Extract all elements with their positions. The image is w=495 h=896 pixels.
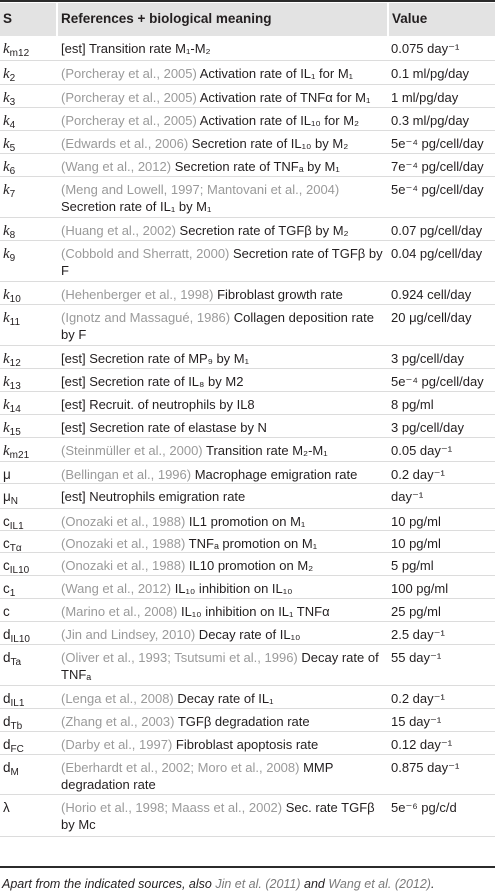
param-value: 0.3 ml/pg/day: [391, 113, 470, 128]
biological-meaning: Decay rate of IL₁: [173, 691, 274, 706]
param-symbol-main: k: [3, 159, 10, 175]
param-symbol-main: d: [3, 737, 11, 752]
param-value: 0.1 ml/pg/day: [391, 66, 470, 81]
param-symbol-subscript: N: [10, 496, 19, 507]
table-row: [0, 241, 495, 282]
param-symbol-main: k: [3, 374, 10, 390]
param-symbol-subscript: M: [10, 767, 19, 778]
param-symbol-main: c: [3, 536, 10, 551]
param-symbol-main: k: [3, 90, 10, 106]
param-value: 0.924 cell/day: [391, 287, 472, 302]
reference-citation[interactable]: (Marino et al., 2008): [61, 604, 178, 619]
param-value: 1 ml/pg/day: [391, 90, 459, 105]
reference-citation[interactable]: (Huang et al., 2002): [61, 223, 176, 238]
reference-cell: [61, 309, 383, 343]
table-row: [0, 622, 495, 645]
param-symbol: [3, 40, 58, 58]
param-symbol-subscript: Ta: [10, 657, 22, 668]
param-symbol-main: μ: [3, 489, 11, 504]
table-row: [0, 645, 495, 686]
table-row: [0, 131, 495, 154]
table-top-rule: [0, 0, 495, 2]
param-value: 5e⁻⁴ pg/cell/day: [391, 374, 484, 389]
reference-cell: [61, 65, 383, 82]
param-symbol-subscript: 13: [9, 381, 21, 392]
footnote-prefix: Apart from the indicated sources, also: [2, 877, 216, 891]
biological-meaning: Fibroblast growth rate: [213, 287, 343, 302]
param-symbol: [3, 603, 58, 620]
table-row: [0, 392, 495, 415]
param-symbol-subscript: m12: [9, 48, 30, 59]
param-symbol: [3, 286, 58, 304]
param-symbol-subscript: 6: [9, 166, 16, 177]
param-symbol-subscript: Tα: [9, 543, 22, 554]
biological-meaning: Transition rate M₂-M₁: [202, 443, 328, 458]
reference-citation[interactable]: (Steinmüller et al., 2000): [61, 443, 203, 458]
reference-citation: [est]: [61, 397, 86, 412]
reference-cell: [61, 488, 383, 505]
param-value: 100 pg/ml: [391, 581, 449, 596]
reference-cell: [61, 350, 383, 367]
reference-citation: [est]: [61, 489, 86, 504]
reference-citation: [est]: [61, 351, 86, 366]
param-symbol: [3, 65, 58, 83]
biological-meaning: Decay rate of IL₁₀: [195, 627, 301, 642]
param-symbol-subscript: 10: [9, 294, 21, 305]
param-symbol: [3, 466, 58, 483]
param-symbol: [3, 557, 58, 574]
header-symbol-label: S: [3, 11, 13, 26]
param-symbol-main: k: [3, 246, 10, 262]
table-row: [0, 415, 495, 438]
param-symbol: [3, 442, 58, 460]
footnote-ref-2[interactable]: Wang et al. (2012): [328, 877, 431, 891]
biological-meaning: Secretion rate of elastase by N: [85, 420, 267, 435]
biological-meaning: TNFₐ promotion on M₁: [185, 536, 318, 551]
reference-citation[interactable]: (Wang et al., 2012): [61, 581, 172, 596]
param-symbol: [3, 373, 58, 391]
reference-cell: [61, 181, 383, 215]
reference-citation: [est]: [61, 374, 86, 389]
header-cell-symbol: [0, 3, 56, 36]
reference-cell: [61, 736, 383, 753]
table-row: [0, 576, 495, 599]
reference-cell: [61, 135, 383, 152]
table-row: [0, 462, 495, 484]
table-row: [0, 154, 495, 177]
table-row: [0, 346, 495, 369]
reference-citation[interactable]: (Ignotz and Massagué, 1986): [61, 310, 231, 325]
param-symbol-subscript: 3: [9, 97, 16, 108]
param-symbol-main: k: [3, 66, 10, 82]
param-symbol: [3, 135, 58, 153]
param-value: 2.5 day⁻¹: [391, 627, 445, 642]
param-symbol-subscript: 11: [9, 317, 21, 328]
biological-meaning: Recruit. of neutrophils by IL8: [85, 397, 255, 412]
reference-citation[interactable]: (Eberhardt et al., 2002; Moro et al., 2008): [61, 760, 300, 775]
table-footnote: [2, 877, 434, 891]
param-symbol: [3, 513, 58, 530]
param-symbol: [3, 396, 58, 414]
biological-meaning: Secretion rate of IL₁₀ by M₂: [188, 136, 349, 151]
param-symbol: [3, 112, 58, 130]
reference-cell: [61, 286, 383, 303]
param-symbol-subscript: Tb: [10, 721, 23, 732]
param-symbol-subscript: m21: [9, 450, 30, 461]
table-row: [0, 36, 495, 61]
table-row: [0, 531, 495, 553]
param-symbol-subscript: IL10: [10, 634, 30, 645]
table-row: [0, 755, 495, 795]
reference-citation[interactable]: (Meng and Lowell, 1997; Mantovani et al., 2004): [61, 182, 340, 197]
param-symbol-main: d: [3, 627, 11, 642]
param-symbol-subscript: 1: [9, 588, 16, 599]
param-value: 8 pg/ml: [391, 397, 434, 412]
reference-cell: [61, 158, 383, 175]
reference-citation[interactable]: (Cobbold and Sherratt, 2000): [61, 246, 230, 261]
param-symbol: [3, 690, 58, 707]
param-value: 5 pg/ml: [391, 558, 434, 573]
biological-meaning: Neutrophils emigration rate: [85, 489, 246, 504]
reference-cell: [61, 649, 383, 683]
table-row: [0, 282, 495, 305]
param-symbol: [3, 181, 58, 199]
param-value: 3 pg/cell/day: [391, 351, 464, 366]
reference-cell: [61, 759, 383, 793]
param-value: 25 pg/ml: [391, 604, 441, 619]
param-symbol-subscript: 14: [9, 404, 21, 415]
biological-meaning: Activation rate of IL₁₀ for M₂: [196, 113, 360, 128]
param-symbol: [3, 222, 58, 240]
reference-citation[interactable]: (Oliver et al., 1993; Tsutsumi et al., 1996): [61, 650, 298, 665]
param-symbol-main: c: [3, 558, 10, 573]
reference-cell: [61, 690, 383, 707]
reference-cell: [61, 513, 383, 530]
reference-citation[interactable]: (Hehenberger et al., 1998): [61, 287, 214, 302]
biological-meaning: MMP degradation rate: [61, 760, 334, 792]
table-row: [0, 484, 495, 509]
param-symbol: [3, 759, 58, 776]
reference-citation[interactable]: (Zhang et al., 2003): [61, 714, 175, 729]
reference-cell: [61, 535, 383, 552]
param-value: 0.04 pg/cell/day: [391, 246, 483, 261]
reference-citation[interactable]: (Porcheray et al., 2005): [61, 90, 197, 105]
param-symbol-main: c: [3, 604, 10, 619]
param-symbol-main: k: [3, 41, 10, 57]
param-symbol: [3, 89, 58, 107]
param-symbol: [3, 245, 58, 263]
reference-citation[interactable]: (Porcheray et al., 2005): [61, 66, 197, 81]
param-symbol-main: c: [3, 514, 10, 529]
param-symbol: [3, 350, 58, 368]
reference-citation[interactable]: (Onozaki et al., 1988): [61, 536, 186, 551]
reference-cell: [61, 89, 383, 106]
reference-citation[interactable]: (Horio et al., 1998; Maass et al., 2002): [61, 800, 283, 815]
param-value: 15 day⁻¹: [391, 714, 442, 729]
param-symbol: [3, 535, 58, 552]
param-symbol-main: k: [3, 420, 10, 436]
footnote-ref-1[interactable]: Jin et al. (2011): [215, 877, 301, 891]
param-value: 0.875 day⁻¹: [391, 760, 460, 775]
header-reference-label: References + biological meaning: [61, 11, 272, 26]
param-symbol-subscript: 12: [9, 358, 21, 369]
biological-meaning: Macrophage emigration rate: [191, 467, 358, 482]
biological-meaning: Secretion rate of TNFₐ by M₁: [171, 159, 340, 174]
param-value: 5e⁻⁴ pg/cell/day: [391, 182, 484, 197]
param-symbol: [3, 580, 58, 597]
param-symbol-main: k: [3, 310, 10, 326]
param-value: 10 pg/ml: [391, 514, 441, 529]
biological-meaning: IL1 promotion on M₁: [185, 514, 306, 529]
param-symbol-subscript: 5: [9, 143, 16, 154]
param-symbol-main: k: [3, 443, 10, 459]
reference-citation[interactable]: (Onozaki et al., 1988): [61, 558, 186, 573]
table-row: [0, 218, 495, 241]
table-row: [0, 686, 495, 709]
reference-citation[interactable]: (Edwards et al., 2006): [61, 136, 189, 151]
reference-cell: [61, 396, 383, 413]
param-symbol-main: λ: [3, 800, 10, 815]
param-symbol-main: c: [3, 581, 10, 596]
param-symbol-subscript: FC: [10, 744, 24, 755]
param-value: 7e⁻⁴ pg/cell/day: [391, 159, 484, 174]
param-value: 0.12 day⁻¹: [391, 737, 453, 752]
biological-meaning: IL10 promotion on M₂: [185, 558, 314, 573]
param-value: 0.2 day⁻¹: [391, 691, 445, 706]
table-row: [0, 177, 495, 218]
reference-citation[interactable]: (Jin and Lindsey, 2010): [61, 627, 196, 642]
reference-citation[interactable]: (Onozaki et al., 1988): [61, 514, 186, 529]
reference-citation[interactable]: (Wang et al., 2012): [61, 159, 172, 174]
reference-cell: [61, 466, 383, 483]
reference-cell: [61, 799, 383, 833]
reference-cell: [61, 580, 383, 597]
table-row: [0, 108, 495, 131]
reference-cell: [61, 713, 383, 730]
param-symbol-subscript: 8: [9, 230, 16, 241]
param-symbol: [3, 799, 58, 816]
table-row: [0, 709, 495, 732]
biological-meaning: IL₁₀ inhibition on IL₁ TNFα: [177, 604, 330, 619]
param-symbol-subscript: IL1: [9, 521, 24, 532]
param-value: 5e⁻⁶ pg/c/d: [391, 800, 457, 815]
table-row: [0, 509, 495, 531]
reference-citation[interactable]: (Bellingan et al., 1996): [61, 467, 192, 482]
param-symbol: [3, 649, 58, 666]
param-symbol-main: k: [3, 182, 10, 198]
biological-meaning: Fibroblast apoptosis rate: [172, 737, 319, 752]
header-cell-value: [389, 3, 495, 36]
param-symbol-subscript: IL1: [10, 698, 25, 709]
header-cell-reference: [58, 3, 387, 36]
reference-cell: [61, 222, 383, 239]
param-value: 3 pg/cell/day: [391, 420, 464, 435]
param-symbol-main: d: [3, 760, 11, 775]
reference-citation[interactable]: (Darby et al., 1997): [61, 737, 173, 752]
footnote-middle: and: [300, 877, 329, 891]
param-symbol-subscript: 7: [9, 189, 16, 200]
table-row: [0, 795, 495, 837]
param-symbol-main: k: [3, 113, 10, 129]
reference-cell: [61, 557, 383, 574]
param-symbol-main: μ: [3, 467, 11, 482]
reference-citation[interactable]: (Porcheray et al., 2005): [61, 113, 197, 128]
param-symbol-main: k: [3, 136, 10, 152]
reference-cell: [61, 373, 383, 390]
table-row: [0, 553, 495, 576]
param-value: 55 day⁻¹: [391, 650, 442, 665]
table-row: [0, 599, 495, 622]
table-row: [0, 732, 495, 755]
param-symbol: [3, 626, 58, 643]
biological-meaning: Secretion rate of IL₁ by M₁: [61, 199, 212, 214]
biological-meaning: Secretion rate of TGFβ by F: [61, 246, 383, 278]
param-symbol-main: k: [3, 351, 10, 367]
param-symbol: [3, 309, 58, 327]
param-value: 5e⁻⁴ pg/cell/day: [391, 136, 484, 151]
footnote-suffix: .: [430, 877, 435, 891]
param-symbol-main: k: [3, 397, 10, 413]
param-symbol-subscript: 2: [9, 73, 16, 84]
param-symbol: [3, 713, 58, 730]
biological-meaning: Secretion rate of MP₉ by M₁: [85, 351, 250, 366]
reference-cell: [61, 603, 383, 620]
reference-cell: [61, 626, 383, 643]
param-symbol-main: k: [3, 223, 10, 239]
biological-meaning: Transition rate M₁-M₂: [85, 41, 211, 56]
table-row: [0, 369, 495, 392]
param-value: 0.05 day⁻¹: [391, 443, 453, 458]
param-value: 0.07 pg/cell/day: [391, 223, 483, 238]
table-row: [0, 305, 495, 346]
biological-meaning: Secretion rate of IL₈ by M2: [85, 374, 244, 389]
param-symbol: [3, 736, 58, 753]
table-row: [0, 438, 495, 462]
param-symbol-subscript: IL10: [9, 565, 30, 576]
reference-cell: [61, 245, 383, 279]
param-value: 0.075 day⁻¹: [391, 41, 460, 56]
biological-meaning: TGFβ degradation rate: [174, 714, 310, 729]
biological-meaning: Secretion rate of TGFβ by M₂: [175, 223, 349, 238]
biological-meaning: Sec. rate TGFβ by Mᴄ: [61, 800, 375, 832]
table-row: [0, 61, 495, 85]
param-symbol: [3, 419, 58, 437]
param-value: 20 μg/cell/day: [391, 310, 472, 325]
reference-cell: [61, 112, 383, 129]
param-symbol-main: d: [3, 650, 11, 665]
param-symbol-main: d: [3, 714, 11, 729]
reference-cell: [61, 419, 383, 436]
param-symbol: [3, 488, 58, 505]
reference-cell: [61, 40, 383, 57]
param-value: 0.2 day⁻¹: [391, 467, 445, 482]
reference-cell: [61, 442, 383, 459]
param-symbol-subscript: 15: [9, 427, 21, 438]
reference-citation: [est]: [61, 41, 86, 56]
biological-meaning: Collagen deposition rate by F: [61, 310, 374, 342]
reference-citation: [est]: [61, 420, 86, 435]
biological-meaning: Activation rate of TNFα for M₁: [196, 90, 371, 105]
table-row: [0, 85, 495, 108]
table-bottom-rule: [0, 866, 495, 868]
param-symbol: [3, 158, 58, 176]
param-value: 10 pg/ml: [391, 536, 441, 551]
header-value-label: Value: [392, 11, 428, 26]
param-symbol-main: d: [3, 691, 11, 706]
biological-meaning: Decay rate of TNFₐ: [61, 650, 379, 682]
param-value: day⁻¹: [391, 489, 424, 504]
reference-citation[interactable]: (Lenga et al., 2008): [61, 691, 174, 706]
biological-meaning: IL₁₀ inhibition on IL₁₀: [171, 581, 293, 596]
biological-meaning: Activation rate of IL₁ for M₁: [196, 66, 354, 81]
param-symbol-subscript: 9: [9, 253, 16, 264]
param-symbol-subscript: 4: [9, 120, 16, 131]
param-symbol-main: k: [3, 287, 10, 303]
